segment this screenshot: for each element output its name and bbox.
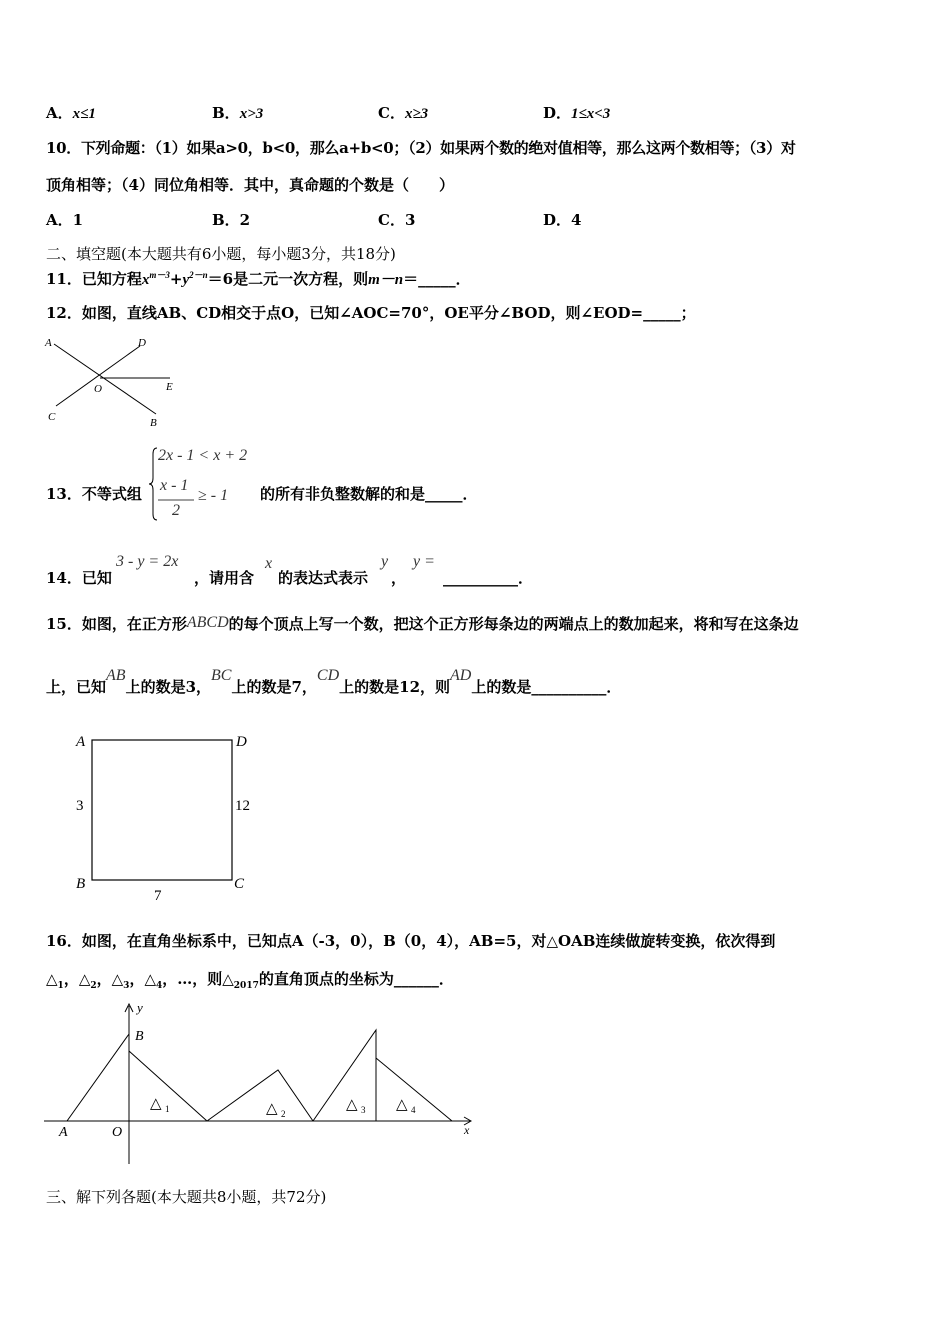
q13-brace — [149, 448, 157, 520]
q16-label-o: O — [112, 1125, 123, 1140]
q14-y-equals: y = — [413, 553, 435, 570]
q10-option-b: B．2 — [212, 211, 251, 229]
q9-option-c: C．x≥3 — [378, 104, 429, 122]
q15-label-bc-value: 7 — [154, 888, 162, 904]
q13-frac-den: 2 — [172, 502, 180, 519]
q15-line1: 15．如图，在正方形ABCD的每个顶点上写一个数，把这个正方形每条边的两端点上的数加起来，将和写在这条边 — [46, 614, 799, 633]
q16-label-t4: △ — [396, 1097, 408, 1113]
q12-label-e: E — [166, 381, 173, 393]
q16-label-t2-sub: 2 — [281, 1109, 286, 1119]
q13-prefix: 13．不等式组 — [46, 485, 142, 503]
q15-square — [92, 740, 232, 880]
q14-equation: 3 - y = 2x — [116, 553, 179, 570]
q9-option-b: B．x>3 — [212, 104, 264, 122]
q16-label-b: B — [135, 1029, 144, 1044]
q13-frac-num: x - 1 — [160, 477, 189, 494]
q15-label-a: A — [76, 734, 86, 750]
q14-mid2: 的表达式表示 — [278, 569, 369, 587]
q12-label-b: B — [150, 417, 157, 429]
q12-line-cd — [56, 346, 140, 406]
q14-comma: ， — [391, 569, 407, 587]
q10-text-line2: 顶角相等；（4）同位角相等．其中，真命题的个数是（ ） — [46, 176, 454, 194]
q12-figure — [40, 332, 190, 432]
q10-option-d: D．4 — [543, 211, 582, 229]
q13-suffix: 的所有非负整数解的和是_____． — [260, 485, 478, 503]
q10-option-c: C．3 — [378, 211, 416, 229]
q12-text: 12．如图，直线AB、CD相交于点O，已知∠AOC=70°，OE平分∠BOD，则∠EOD=_____； — [46, 304, 696, 322]
q16-label-t1-sub: 1 — [165, 1104, 170, 1114]
q15-label-d: D — [236, 734, 247, 750]
q15-square-figure — [70, 728, 270, 908]
q16-line1: 16．如图，在直角坐标系中，已知点A（-3，0），B（0，4），AB=5，对△OAB连续做旋转变换，依次得到 — [46, 932, 776, 950]
q16-coordinate-figure — [40, 998, 480, 1168]
q14-prefix: 14．已知 — [46, 569, 112, 587]
q15-label-c: C — [234, 876, 245, 892]
q16-label-t3: △ — [346, 1097, 358, 1113]
q12-label-o: O — [94, 383, 102, 395]
q14-x: x — [265, 555, 273, 572]
q11-text: 11．已知方程$x^{m-3}+y^{2-n}=6$是二元一次方程，则m－n＝_____． — [46, 270, 471, 288]
q9-option-a: A．x≤1 — [46, 104, 96, 122]
q16-triangle-2 — [207, 1070, 313, 1121]
q13-ineq1: 2x - 1 < x + 2 — [158, 447, 248, 464]
section3-heading: 三、解下列各题(本大题共8小题，共72分) — [46, 1188, 327, 1206]
q15-label-cd-value: 12 — [235, 798, 250, 814]
q12-label-a: A — [45, 337, 52, 349]
q16-triangle-3 — [313, 1030, 376, 1121]
q16-label-a: A — [59, 1125, 68, 1140]
q14-answer-blank: __________． — [443, 569, 534, 587]
q15-label-ab-value: 3 — [76, 798, 84, 814]
q10-option-a: A．1 — [46, 211, 84, 229]
q16-triangle-oab — [67, 1034, 129, 1121]
q16-label-y: y — [137, 1000, 143, 1015]
q9-option-d: D．1≤x<3 — [543, 104, 611, 122]
q16-label-t4-sub: 4 — [411, 1105, 416, 1115]
q16-label-t3-sub: 3 — [361, 1105, 366, 1115]
q12-line-ab — [54, 344, 156, 414]
section2-heading: 二、填空题(本大题共有6小题，每小题3分，共18分) — [46, 245, 396, 263]
q15-line2: 上，已知AB上的数是3，BC上的数是7，CD上的数是12，则AD上的数是__________． — [46, 667, 622, 696]
q14-mid1: ，请用含 — [194, 569, 255, 587]
q14-y: y — [381, 553, 389, 570]
q15-label-b: B — [76, 876, 86, 892]
q16-label-t1: △ — [150, 1096, 162, 1112]
q10-text-line1: 10．下列命题：（1）如果a>0，b<0，那么a+b<0；（2）如果两个数的绝对值相等，那么这两个数相等；（3）对 — [46, 139, 796, 157]
q16-label-t2: △ — [266, 1101, 278, 1117]
q12-label-d: D — [138, 337, 146, 349]
q13-ineq2-rest: ≥ - 1 — [198, 487, 229, 504]
q12-label-c: C — [48, 411, 56, 423]
q16-line2: $\triangle_1$，$\triangle_2$，$\triangle_3$，$\triangle_4$，…，则$\triangle_{2017}$的直角顶点的坐标为______． — [46, 970, 454, 991]
q16-label-x: x — [464, 1123, 470, 1137]
